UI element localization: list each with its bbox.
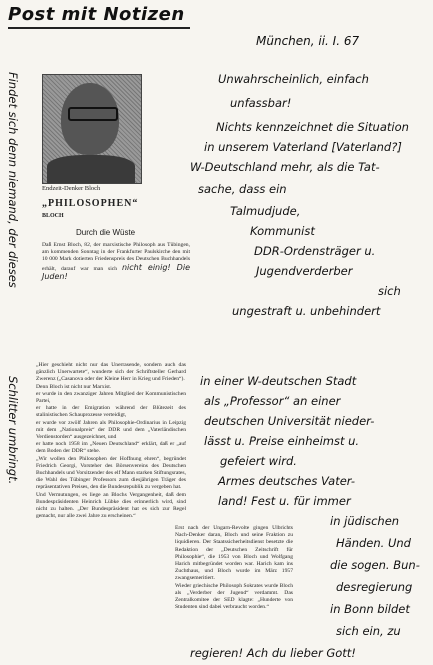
note-line: sich ein, zu — [336, 624, 401, 638]
margin-note-top: Findet sich denn niemand, der dieses — [6, 72, 20, 288]
note-line: Unwahrscheinlich, einfach — [218, 72, 369, 86]
article-paragraph: Denn Bloch ist nicht nur Marxist. — [36, 383, 112, 390]
note-line: Talmudjude, — [230, 204, 301, 218]
note-line: land! Fest u. für immer — [218, 494, 351, 508]
page-title: Post mit Notizen — [8, 4, 185, 25]
note-line: ungestraft u. unbehindert — [232, 304, 381, 318]
note-line: sache, dass ein — [198, 182, 287, 196]
article-paragraph: er wurde vor zwölf Jahren als Philosophie-Ordinarius in Leipzig mit dem „Nationalpreis“ der DDR und dem „Vaterländischen Verdienstorden“ ausgezeichnet, und — [36, 419, 186, 441]
article-paragraph: „Wir wollen den Philosophen der Hoffnung ehren“, begründet Friedrich Georgi, Vorsteher des Börsenvereins des Deutschen Buchhandels und Vorsitzender des elf Mann starken Stiftungsrates, die Wahl des Tübinger Professors zum diesjährigen Träger des repräsentativen Preises, den die Bundesrepublik zu vergeben hat. — [36, 455, 186, 491]
note-line: lässt u. Preise einheimst u. — [204, 434, 360, 448]
note-line: Armes deutsches Vater- — [218, 474, 356, 488]
note-line: als „Professor“ an einer — [204, 394, 341, 408]
note-line: gefeiert wird. — [220, 454, 297, 468]
portrait-body — [47, 155, 135, 183]
article-paragraph: er hatte noch 1958 im „Neuen Deutschland“ erklärt, daß er „auf dem Boden der DDR“ stehe. — [36, 441, 186, 455]
note-line: unfassbar! — [230, 96, 292, 110]
note-line: in unserem Vaterland [Vaterland?] — [204, 140, 402, 154]
article-paragraph: Erst nach der Ungarn-Revolte gingen Ulbrichts Nach-Denker daran, Bloch und seine Fraktion zu liquidieren. Der Staatssicherheitsdienst besetzte die Redaktion der „Deutschen Zeitschrift für Philosophie“, die 1953 von Bloch und Wolfgang Harich mitbegründet worden war. Harich kam ins Zuchthaus, und Bloch wurde im März 1957 zwangsemeritiert. — [175, 525, 293, 582]
note-line: desregierung — [336, 580, 413, 594]
note-line: in einer W-deutschen Stadt — [200, 374, 357, 388]
margin-note-bottom: Schlitter umbringt. — [6, 376, 20, 485]
article-paragraph: Wieder griechische Philosoph Sokrates wurde Bloch als „Verderber der Jugend“ verdammt. Das Zentralkomitee der SED klagte: „Hunderte von Studenten sind dabei verbraucht worden.“ — [175, 582, 293, 611]
article-paragraph: „Hier geschieht nicht nur das Unerrasende, sondern auch das gänzlich Unerwartete“, wunderte sich der Schriftsteller Gerhard Zwerenz („Casanova oder der Kleine Herr in Krieg und Frieden“). — [36, 362, 186, 383]
article-column-b — [175, 525, 293, 611]
article-kicker: BLOCH — [42, 213, 64, 219]
note-line: in jüdischen — [330, 514, 400, 528]
article-subhead: Durch die Wüste — [76, 228, 136, 237]
note-line: W-Deutschland mehr, als die Tat- — [190, 160, 380, 174]
photo-caption: Endzeit-Denker Bloch — [42, 185, 101, 192]
article-headline: „PHILOSOPHEN“ — [42, 198, 139, 209]
note-line: in Bonn bildet — [330, 602, 410, 616]
article-paragraph: er wurde in den zwanziger Jahren Mitglied der Kommunistischen Partei, — [36, 390, 186, 405]
note-line: Kommunist — [250, 224, 315, 238]
article-paragraph: er hatte in der Emigration während der Blütezeit des stalinistischen Schauprozesse verteidigt, — [36, 405, 186, 419]
date-line: München, ii. I. 67 — [256, 34, 360, 48]
note-line: deutschen Universität nieder- — [204, 414, 375, 428]
portrait-photo — [42, 74, 142, 184]
article-paragraph: Und Vermutungen, es liege an Blochs Vergangenheit, daß dem Bundespräsidenten Heinrich Lübke dies erinnerlich wird, sind nicht zu halten. „Der Bundespräsident hat es sich zur Regel gemacht, nur alle zwei Jahre zu erscheinen.“ — [36, 491, 186, 520]
note-line: Nichts kennzeichnet die Situation — [216, 120, 409, 134]
note-line: die sogen. Bun- — [330, 558, 420, 572]
note-line: DDR-Ordensträger u. — [254, 244, 376, 258]
article-column-a — [36, 362, 186, 520]
intro-handwritten-insert: nicht einig! Die Juden! — [42, 262, 190, 281]
portrait-glasses — [68, 107, 118, 121]
intro-text: Daß Ernst Bloch, 82, der marxistische Philosoph aus Tübingen, am kommenden Sonntag in der Frankfurter Paulskirche den mit 10 000 Mark dotierten Friedenspreis des Deutschen Buchhandels erhält, darauf war man sich — [42, 242, 190, 272]
note-line: sich — [378, 284, 401, 298]
article-intro — [42, 242, 190, 282]
title-underline — [8, 27, 190, 29]
note-line: regieren! Ach du lieber Gott! — [190, 646, 356, 660]
note-line: Jugendverderber — [256, 264, 353, 278]
note-line: Händen. Und — [336, 536, 411, 550]
